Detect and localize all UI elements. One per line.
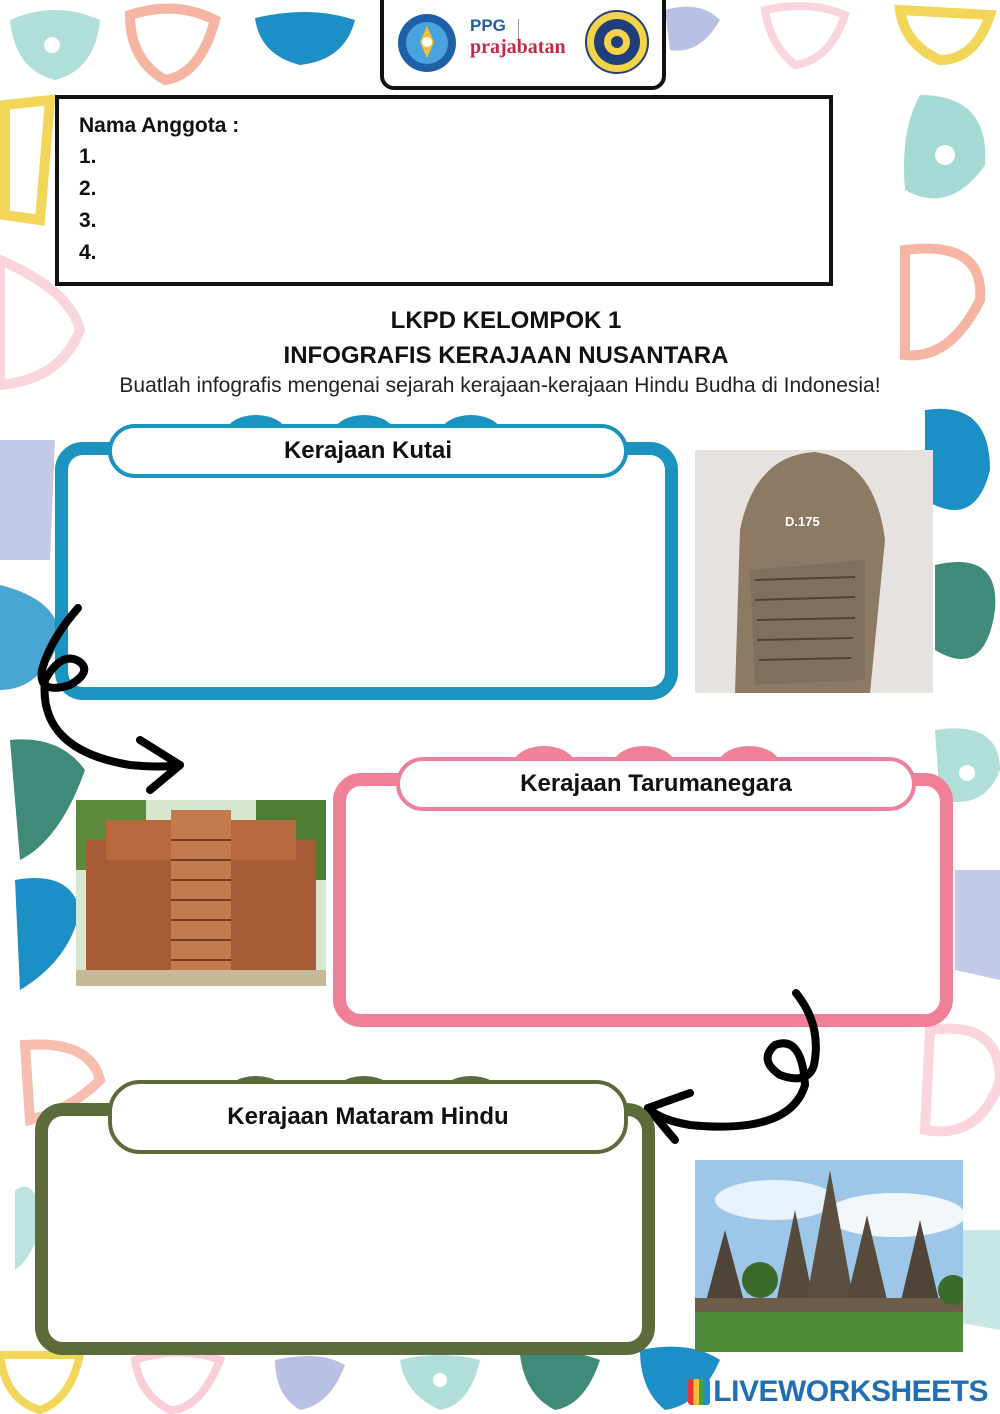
tut-wuri-handayani-logo — [396, 12, 458, 74]
liveworksheets-brand — [688, 1375, 988, 1409]
member-row-1: 1. — [79, 145, 97, 168]
member-row-3: 3. — [79, 209, 97, 232]
universitas-ahmad-dahlan-logo — [584, 9, 650, 75]
liveworksheets-text: LIVEWORKSHEETS — [713, 1375, 988, 1408]
yupa-stone-drawing — [695, 450, 933, 693]
tarumanegara-label: Kerajaan Tarumanegara — [396, 757, 916, 811]
prajabatan-text: prajabatan — [470, 36, 566, 58]
curly-arrow-1 — [30, 600, 200, 810]
instruction-text: Buatlah infografis mengenai sejarah kerajaan-kerajaan Hindu Budha di Indonesia! — [119, 374, 881, 397]
curly-arrow-2 — [630, 985, 830, 1150]
prambanan-drawing — [695, 1160, 963, 1352]
prambanan-temple-photo — [695, 1160, 963, 1352]
brick-temple-drawing — [76, 800, 326, 986]
member-names-box — [55, 95, 833, 286]
ppg-text: PPG — [470, 16, 506, 35]
yupa-catalog-number: D.175 — [785, 514, 820, 529]
members-title: Nama Anggota : — [79, 114, 240, 137]
liveworksheets-logo-icon — [688, 1379, 710, 1405]
brick-temple-photo — [76, 800, 326, 986]
kutai-label: Kerajaan Kutai — [108, 424, 628, 478]
worksheet-title: LKPD KELOMPOK 1 — [390, 307, 622, 334]
worksheet-subtitle: INFOGRAFIS KERAJAAN NUSANTARA — [283, 342, 729, 369]
yupa-inscription-stone-photo — [695, 450, 933, 693]
mataram-hindu-label: Kerajaan Mataram Hindu — [108, 1080, 628, 1154]
logo-header — [380, 0, 666, 90]
member-row-2: 2. — [79, 177, 97, 200]
member-row-4: 4. — [79, 241, 97, 264]
